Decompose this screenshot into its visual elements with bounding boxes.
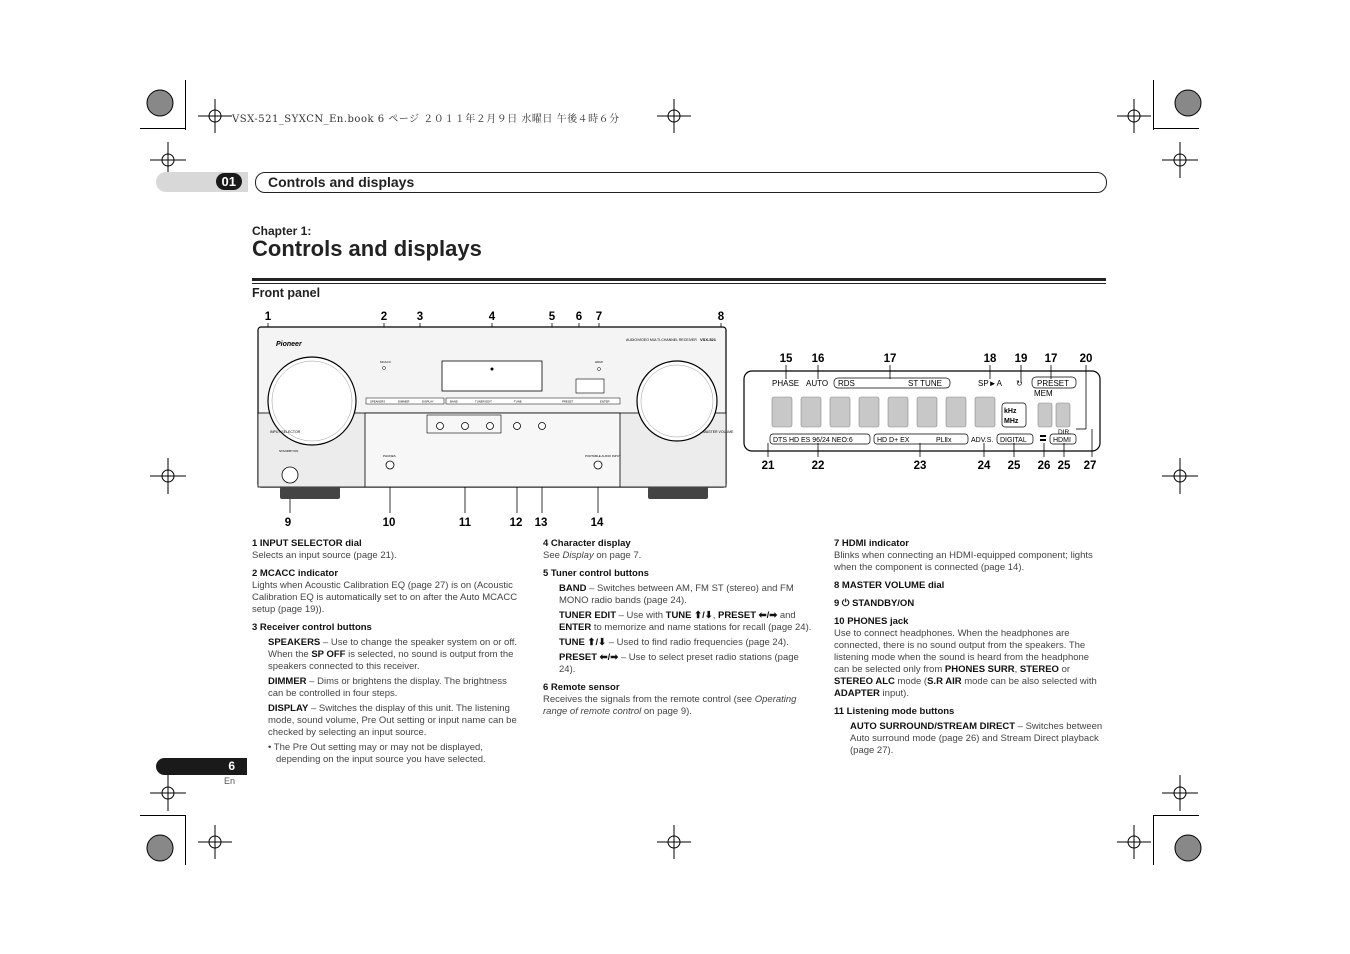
model-caption: AUDIO/VIDEO MULTI-CHANNEL RECEIVER [626, 338, 697, 342]
item-5-heading: 5 Tuner control buttons [543, 568, 649, 579]
enter-button[interactable]: ENTER [600, 399, 610, 404]
callout-5: 5 [548, 311, 556, 323]
column-2 [543, 538, 815, 718]
callout-2: 2 [380, 311, 388, 323]
rds-indicator: RDS [838, 379, 855, 388]
callout-18: 18 [983, 353, 997, 365]
band-description: BAND – Switches between AM, FM ST (stereo) and FM MONO radio bands (page 24). [559, 583, 794, 606]
callout-23: 23 [913, 460, 927, 472]
remote-sensor [576, 379, 604, 393]
adv-surround-indicator: ADV.S. [971, 437, 994, 444]
section-title: Front panel [252, 286, 321, 300]
column-3 [834, 538, 1106, 757]
item-10-body: Use to connect headphones. When the headphones are connected, there is no sound output from the speakers. The listening mode when the sound is heard from the headphone can be selected only from PHONES SURR, STEREO or STEREO ALC mode (S.R AIR mode can be also selected with ADAPTER input). [834, 628, 1097, 699]
callout-7: 7 [595, 311, 603, 323]
callout-14: 14 [590, 517, 604, 529]
page-language: En [224, 776, 236, 786]
hdmi-indicator-label: HDMI [595, 360, 603, 364]
dir-indicator: DIR. [1058, 429, 1071, 436]
preset-description: PRESET ⬅/➡ – Use to select preset radio stations (page 24). [559, 652, 799, 675]
auto-indicator: AUTO [806, 379, 829, 388]
chapter-number: 01 [216, 173, 242, 190]
callout-25b: 25 [1057, 460, 1071, 472]
character-display [442, 361, 542, 391]
receiver-control-buttons[interactable] [366, 398, 444, 404]
mem-indicator: MEM [1034, 389, 1053, 398]
chapter-number-tab [156, 172, 248, 192]
chapter-title-tab [255, 172, 1107, 193]
mhz-indicator: MHz [1004, 418, 1019, 425]
print-header: VSX-521_SYXCN_En.book 6 ページ ２０１１年２月９日 水曜日 午後４時６分 [232, 114, 620, 125]
display-button[interactable]: DISPLAY [422, 399, 434, 404]
alc-standard-button[interactable] [462, 423, 469, 430]
callout-21: 21 [761, 460, 775, 472]
pre-out-note: • The Pre Out setting may or may not be displayed, depending on the input source you have selected. [268, 742, 486, 765]
callout-12: 12 [509, 517, 523, 529]
display-diagram [740, 345, 1105, 475]
sound-retriever-air-button[interactable] [514, 423, 521, 430]
phones-label: PHONES [383, 454, 396, 458]
speakers-button[interactable]: SPEAKERS [370, 399, 386, 404]
callout-1: 1 [264, 311, 272, 323]
front-panel-diagram [250, 305, 740, 535]
callout-6: 6 [575, 311, 583, 323]
item-4-body: See Display on page 7. [543, 550, 642, 561]
brand-logo: Pioneer [276, 341, 302, 348]
advanced-surround-button[interactable] [487, 423, 494, 430]
band-button[interactable]: BAND [450, 399, 458, 404]
phase-indicator: PHASE [772, 379, 800, 388]
st-tune-indicator: ST TUNE [908, 379, 942, 388]
heading-rule [252, 278, 1106, 281]
callout-17a: 17 [883, 353, 897, 365]
callout-9: 9 [284, 517, 292, 529]
callout-26: 26 [1037, 460, 1051, 472]
model-name: VSX-521 [700, 337, 717, 342]
prologic-indicator: PLⅡx [936, 437, 952, 444]
auto-surround-description: AUTO SURROUND/STREAM DIRECT – Switches between Auto surround mode (page 26) and Stream Direct playback (page 27). [850, 721, 1103, 756]
standby-button[interactable] [282, 467, 298, 483]
callout-27: 27 [1083, 460, 1097, 472]
item-10-heading: 10 PHONES jack [834, 616, 909, 627]
dimmer-description: DIMMER – Dims or brightens the display. The brightness can be controlled in four steps. [268, 676, 507, 699]
dimmer-button[interactable]: DIMMER [398, 399, 410, 404]
master-volume-dial[interactable] [637, 361, 717, 441]
callout-3: 3 [416, 311, 424, 323]
page-number: 6 [228, 759, 235, 773]
display-description: DISPLAY – Switches the display of this unit. The listening mode, sound volume, Pre Out setting or input name can be checked by selecting an input source. [268, 703, 517, 738]
callout-25a: 25 [1007, 460, 1021, 472]
callout-17b: 17 [1044, 353, 1058, 365]
item-9-heading: 9 ⏻ STANDBY/ON [834, 598, 915, 609]
callout-15: 15 [779, 353, 793, 365]
callout-4: 4 [488, 311, 496, 323]
tuner-edit-description: TUNER EDIT – Use with TUNE ⬆/⬇, PRESET ⬅/➡ and ENTER to memorize and name stations for recall (page 24). [559, 610, 812, 633]
portable-label: PORTABLE AUDIO INPUT [585, 454, 621, 458]
dts-indicator: DTS HD ES 96/24 NEO:6 [773, 437, 853, 444]
callout-13: 13 [534, 517, 548, 529]
callout-22: 22 [811, 460, 825, 472]
chapter-tab-title: Controls and displays [268, 174, 415, 190]
item-2-heading: 2 MCACC indicator [252, 568, 339, 579]
khz-indicator: kHz [1004, 408, 1017, 415]
heading-rule-thin [252, 283, 1106, 284]
chapter-label: Chapter 1: [252, 224, 312, 238]
callout-10: 10 [382, 517, 396, 529]
item-6-heading: 6 Remote sensor [543, 682, 620, 693]
tune-description: TUNE ⬆/⬇ – Used to find radio frequencies (page 24). [559, 637, 789, 648]
callout-11: 11 [458, 517, 472, 529]
standby-label: STANDBY/ON [279, 449, 299, 453]
sleep-indicator: ↻ [1016, 379, 1023, 388]
item-1-body: Selects an input source (page 21). [252, 550, 397, 561]
tuner-control-buttons[interactable] [446, 398, 620, 404]
preset-indicator: PRESET [1037, 379, 1070, 388]
item-11-heading: 11 Listening mode buttons [834, 706, 955, 717]
item-7-heading: 7 HDMI indicator [834, 538, 909, 549]
item-4-heading: 4 Character display [543, 538, 631, 549]
hdmi-display-indicator: HDMI [1053, 437, 1071, 444]
mcacc-indicator-label: MCACC [380, 360, 391, 364]
dolby-indicator: HD D+ EX [877, 437, 910, 444]
item-1-heading: 1 INPUT SELECTOR dial [252, 538, 362, 549]
page-number-tab [156, 758, 247, 775]
item-3-heading: 3 Receiver control buttons [252, 622, 372, 633]
master-volume-label: MASTER VOLUME [703, 430, 734, 434]
tune-button[interactable]: TUNE [514, 399, 522, 404]
speakers-description: SPEAKERS – Use to change the speaker system on or off. When the SP OFF is selected, no sound is output from the speakers connected to this receiver. [268, 637, 518, 672]
input-selector-label: INPUT SELECTOR [270, 430, 301, 434]
callout-19: 19 [1014, 353, 1028, 365]
column-1 [252, 538, 524, 766]
callout-24: 24 [977, 460, 991, 472]
portable-input-jack[interactable] [594, 461, 602, 469]
auto-surround-button[interactable] [437, 423, 444, 430]
preset-button[interactable]: PRESET [562, 399, 574, 404]
item-6-body: Receives the signals from the remote control (see Operating range of remote control on page 9). [543, 694, 797, 717]
digital-indicator: DIGITAL [1000, 437, 1027, 444]
tuner-edit-button[interactable]: TUNER EDIT [475, 399, 492, 404]
page-title: Controls and displays [252, 236, 482, 261]
item-8-heading: 8 MASTER VOLUME dial [834, 580, 945, 591]
callout-8: 8 [717, 311, 725, 323]
item-2-body: Lights when Acoustic Calibration EQ (page 27) is on (Acoustic Calibration EQ is automatically set to on after the Auto MCACC setup (page 19)). [252, 580, 518, 615]
callout-16: 16 [811, 353, 825, 365]
speaker-a-indicator: SP►A [978, 379, 1002, 388]
sound-retriever-button[interactable] [539, 423, 546, 430]
callout-20: 20 [1079, 353, 1093, 365]
phones-jack[interactable] [386, 461, 394, 469]
item-7-body: Blinks when connecting an HDMI-equipped component; lights when the component is connected (page 14). [834, 550, 1093, 573]
